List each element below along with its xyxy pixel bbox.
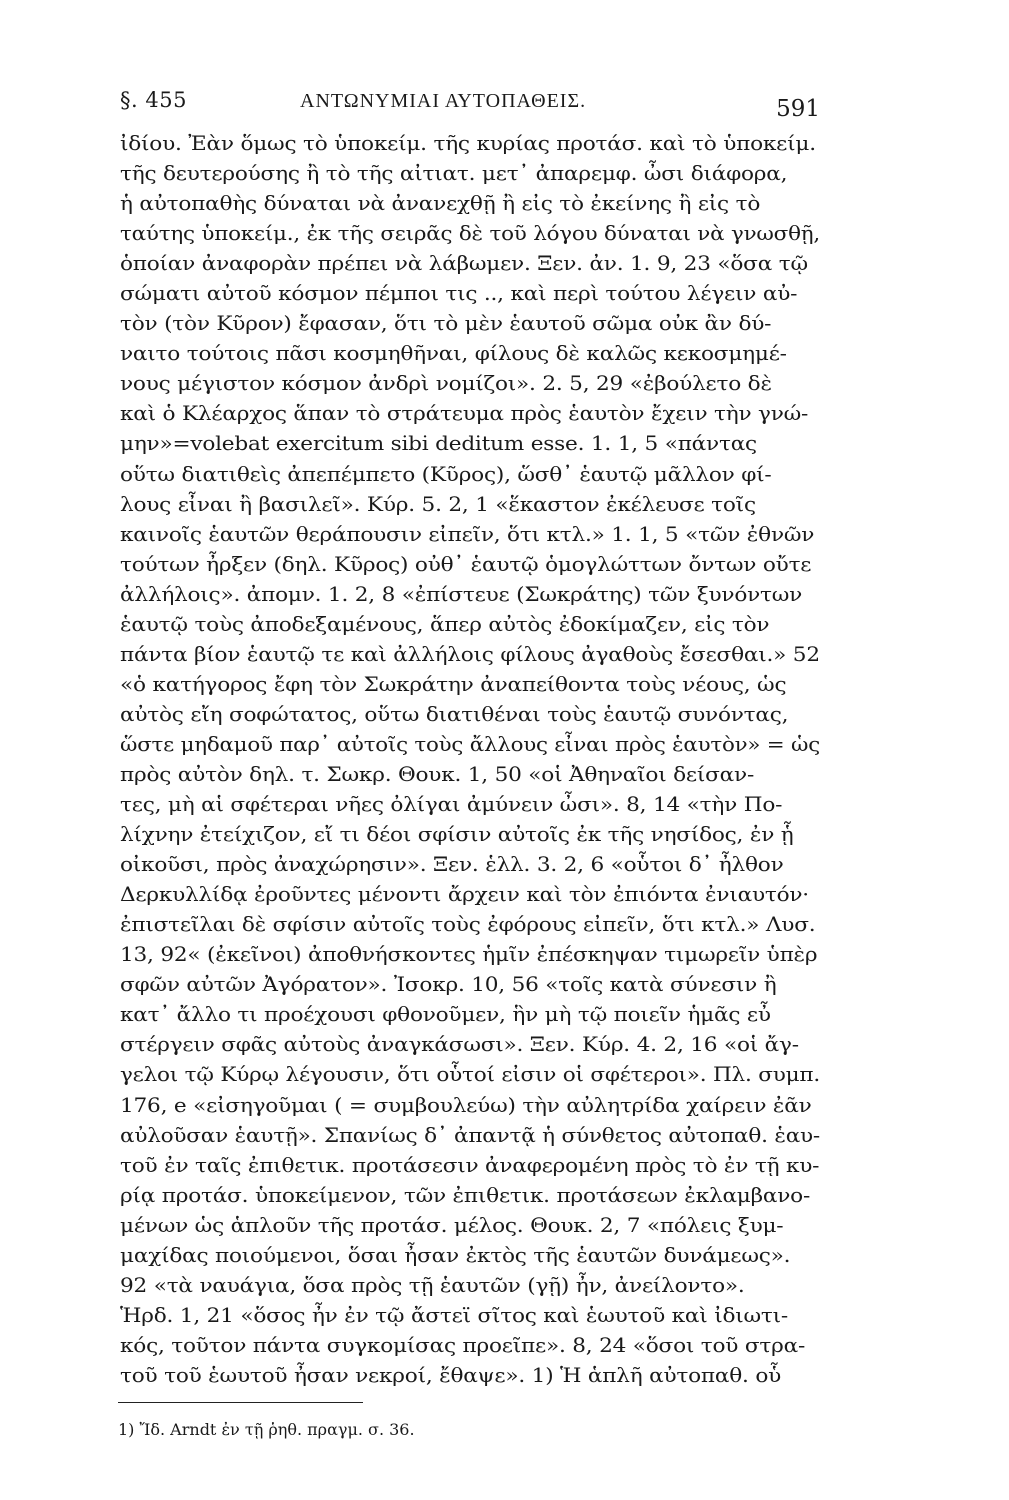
text-line: ρίᾳ προτάσ. ὑποκείμενον, τῶν ἐπιθετικ. προτάσεων ἐκλαμβανο-	[120, 1182, 811, 1207]
running-header	[120, 88, 820, 128]
text-line: Δερκυλλίδᾳ ἐροῦντες μένοντι ἄρχειν καὶ τὸν ἐπιόντα ἐνιαυτόν·	[120, 882, 809, 907]
footnote: 1) Ἴδ. Arndt ἐν τῇ ῥηθ. πραγμ. σ. 36.	[118, 1419, 415, 1439]
text-line: πρὸς αὐτὸν δηλ. τ. Σωκρ. Θουκ. 1, 50 «οἱ Ἀθηναῖοι δείσαν-	[120, 761, 755, 786]
text-line: λίχνην ἐτείχιζον, εἴ τι δέοι σφίσιν αὐτοῖς ἐκ τῆς νησίδος, ἐν ᾗ	[120, 822, 794, 847]
text-line: σφῶν αὐτῶν Ἀγόρατον». Ἰσοκρ. 10, 56 «τοῖς κατὰ σύνεσιν ἢ	[120, 972, 777, 997]
text-line: ὁποίαν ἀναφορὰν πρέπει νὰ λάβωμεν. Ξεν. ἀν. 1. 9, 23 «ὅσα τῷ	[120, 251, 808, 276]
text-line: τούτων ἦρξεν (δηλ. Κῦρος) οὐθ᾽ ἑαυτῷ ὁμογλώττων ὄντων οὔτε	[120, 551, 812, 576]
text-line: αὐτὸς εἴη σοφώτατος, οὕτω διατιθέναι τοὺς ἑαυτῷ συνόντας,	[120, 701, 789, 726]
text-line: γελοι τῷ Κύρῳ λέγουσιν, ὅτι οὗτοί εἰσιν οἱ σφέτεροι». Πλ. συμπ.	[120, 1062, 820, 1087]
text-line: τοῦ τοῦ ἑωυτοῦ ἦσαν νεκροί, ἔθαψε». 1) Ἡ ἁπλῆ αὐτοπαθ. οὗ	[120, 1362, 782, 1387]
footnote-rule	[118, 1402, 363, 1403]
text-line: αὐλοῦσαν ἑαυτῇ». Σπανίως δ᾽ ἀπαντᾷ ἡ σύνθετος αὐτοπαθ. ἑαυ-	[120, 1122, 820, 1147]
text-line: οἰκοῦσι, πρὸς ἀναχώρησιν». Ξεν. ἑλλ. 3. 2, 6 «οὗτοι δ᾽ ἦλθον	[120, 852, 784, 877]
text-line: ἡ αὐτοπαθὴς δύναται νὰ ἀνανεχθῇ ἢ εἰς τὸ ἐκείνης ἢ εἰς τὸ	[120, 191, 761, 216]
text-line: 13, 92« (ἐκεῖνοι) ἀποθνήσκοντες ἡμῖν ἐπέσκηψαν τιμωρεῖν ὑπὲρ	[120, 942, 818, 967]
text-line: ἑαυτῷ τοὺς ἀποδεξαμένους, ἅπερ αὐτὸς ἐδοκίμαζεν, εἰς τὸν	[120, 611, 770, 636]
text-line: «ὁ κατήγορος ἔφη τὸν Σωκράτην ἀναπείθοντα τοὺς νέους, ὡς	[120, 671, 787, 696]
text-line: Ἡρδ. 1, 21 «ὅσος ἦν ἐν τῷ ἄστεϊ σῖτος καὶ ἑωυτοῦ καὶ ἰδιωτι-	[120, 1302, 788, 1327]
text-line: μην»=volebat exercitum sibi deditum esse. 1. 1, 5 «πάντας	[120, 431, 757, 456]
text-line: τοῦ ἐν ταῖς ἐπιθετικ. προτάσεσιν ἀναφερομένη πρὸς τὸ ἐν τῇ κυ-	[120, 1152, 820, 1177]
text-line: νους μέγιστον κόσμον ἀνδρὶ νομίζοι». 2. 5, 29 «ἐβούλετο δὲ	[120, 371, 772, 396]
text-line: ἰδίου. Ἐὰν ὅμως τὸ ὑποκείμ. τῆς κυρίας προτάσ. καὶ τὸ ὑποκείμ.	[120, 131, 816, 155]
text-line: τῆς δευτερούσης ἢ τὸ τῆς αἰτιατ. μετ᾽ ἀπαρεμφ. ὦσι διάφορα,	[120, 161, 788, 186]
page-number: 591	[776, 96, 820, 122]
text-line: ἐπιστεῖλαι δὲ σφίσιν αὐτοῖς τοὺς ἐφόρους εἰπεῖν, ὅτι κτλ.» Λυσ.	[120, 912, 816, 937]
text-line: ὥστε μηδαμοῦ παρ᾽ αὐτοῖς τοὺς ἄλλους εἶναι πρὸς ἑαυτὸν» = ὡς	[120, 731, 821, 756]
text-line: καινοῖς ἑαυτῶν θεράπουσιν εἰπεῖν, ὅτι κτλ.» 1. 1, 5 «τῶν ἐθνῶν	[120, 521, 815, 546]
text-line: ἀλλήλοις». ἀπομν. 1. 2, 8 «ἐπίστευε (Σωκράτης) τῶν ξυνόντων	[120, 581, 803, 606]
text-line: σώματι αὐτοῦ κόσμον πέμποι τις .., καὶ περὶ τούτου λέγειν αὐ-	[120, 281, 798, 306]
text-line: μαχίδας ποιούμενοι, ὅσαι ἦσαν ἐκτὸς τῆς ἑαυτῶν δυνάμεως».	[120, 1242, 791, 1267]
text-line: κός, τοῦτον πάντα συγκομίσας προεῖπε». 8, 24 «ὅσοι τοῦ στρα-	[120, 1332, 806, 1357]
text-line: τὸν (τὸν Κῦρον) ἔφασαν, ὅτι τὸ μὲν ἑαυτοῦ σῶμα οὐκ ἂν δύ-	[120, 311, 772, 336]
text-line: οὕτω διατιθεὶς ἀπεπέμπετο (Κῦρος), ὥσθ᾽ ἑαυτῷ μᾶλλον φί-	[120, 461, 772, 486]
text-line: ναιτο τούτοις πᾶσι κοσμηθῆναι, φίλους δὲ καλῶς κεκοσμημέ-	[120, 341, 787, 366]
text-line: καὶ ὁ Κλέαρχος ἅπαν τὸ στράτευμα πρὸς ἑαυτὸν ἔχειν τὴν γνώ-	[120, 401, 809, 426]
text-line: τες, μὴ αἱ σφέτεραι νῆες ὀλίγαι ἀμύνειν ὦσι». 8, 14 «τὴν Πο-	[120, 792, 783, 817]
main-text-block	[120, 128, 820, 1390]
text-line: ταύτης ὑποκείμ., ἐκ τῆς σειρᾶς δὲ τοῦ λόγου δύναται νὰ γνωσθῇ,	[120, 221, 820, 246]
running-title: ΑΝΤΩΝΥΜΙΑΙ ΑΥΤΟΠΑΘΕΙΣ.	[300, 90, 587, 112]
text-line: λους εἶναι ἢ βασιλεῖ». Κύρ. 5. 2, 1 «ἕκαστον ἐκέλευσε τοῖς	[120, 491, 756, 516]
text-line: 176, e «εἰσηγοῦμαι ( = συμβουλεύω) τὴν αὐλητρίδα χαίρειν ἐᾶν	[120, 1092, 812, 1117]
text-line: 92 «τὰ ναυάγια, ὅσα πρὸς τῇ ἑαυτῶν (γῇ) ἦν, ἀνείλοντο».	[120, 1272, 745, 1297]
section-number: §. 455	[120, 88, 187, 112]
text-line: πάντα βίον ἑαυτῷ τε καὶ ἀλλήλοις φίλους ἀγαθοὺς ἔσεσθαι.» 52	[120, 641, 820, 666]
text-line: στέργειν σφᾶς αὐτοὺς ἀναγκάσωσι». Ξεν. Κύρ. 4. 2, 16 «οἱ ἄγ-	[120, 1032, 799, 1057]
text-line: μένων ὡς ἁπλοῦν τῆς προτάσ. μέλος. Θουκ. 2, 7 «πόλεις ξυμ-	[120, 1212, 784, 1237]
text-line: κατ᾽ ἄλλο τι προέχουσι φθονοῦμεν, ἣν μὴ τῷ ποιεῖν ἡμᾶς εὖ	[120, 1002, 771, 1027]
